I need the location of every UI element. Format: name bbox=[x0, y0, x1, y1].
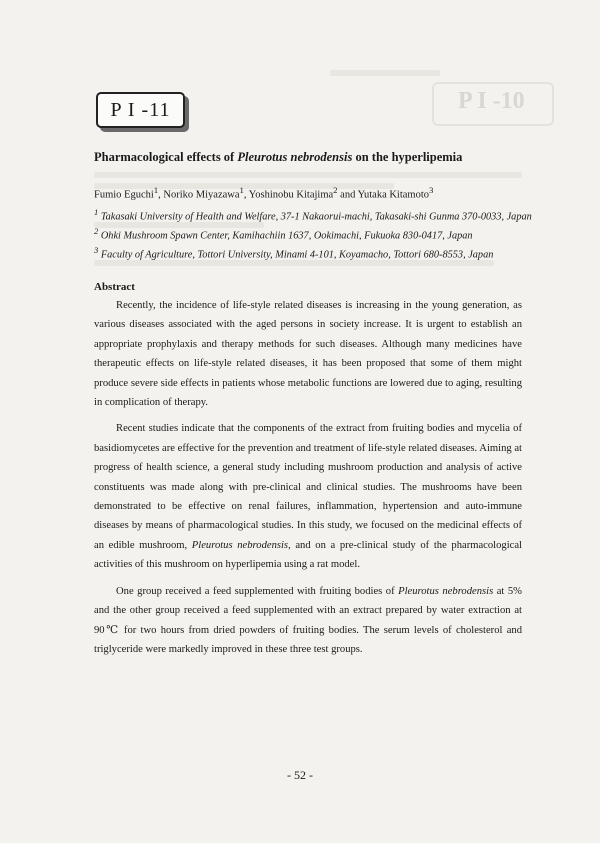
affiliation-number: 3 bbox=[94, 245, 99, 255]
bleed-through-line bbox=[94, 260, 494, 266]
author: and Yutaka Kitamoto bbox=[337, 189, 430, 201]
paragraph-text: , and on a pre-clinical study of the pharmacological activities of this mushroom on hyperlipemia using a rat model. bbox=[94, 539, 523, 571]
title-text: Pharmacological effects of bbox=[94, 150, 238, 164]
affiliation-text: Takasaki University of Health and Welfare, 37-1 Nakaorui-machi, Takasaki-shi Gunma 370-0033, Japan bbox=[98, 211, 532, 223]
species-name: Pleurotus nebrodensis bbox=[398, 585, 494, 597]
bleed-through-line bbox=[94, 172, 522, 178]
affiliation-number: 1 bbox=[94, 207, 99, 217]
affiliation-3 bbox=[94, 245, 493, 260]
paper-code: P I -11 bbox=[96, 92, 185, 128]
author-affil-mark: 1 bbox=[153, 185, 159, 195]
author: Fumio Eguchi bbox=[94, 189, 154, 201]
species-name: Pleurotus nebrodensis bbox=[191, 539, 289, 551]
author: , Noriko Miyazawa bbox=[158, 189, 240, 201]
page-number: - 52 - bbox=[287, 768, 313, 782]
paper-code-badge bbox=[96, 92, 185, 128]
affiliation-2 bbox=[94, 226, 473, 241]
paper-title bbox=[94, 150, 462, 165]
bleed-through-line bbox=[330, 70, 440, 76]
bleed-through-badge: P I -10 bbox=[458, 88, 525, 114]
abstract-heading: Abstract bbox=[94, 281, 135, 293]
affiliation-number: 2 bbox=[94, 226, 99, 236]
affiliation-1 bbox=[94, 207, 532, 222]
paragraph-text: Recent studies indicate that the components of the extract from fruiting bodies and mycelia of basidiomycetes are effective for the prevention and treatment of life-style related diseases. Aiming at progress of health science, a general study including mushroom production and analysis of active constituents was made along with pre-clinical and clinical studies. The mushrooms have been demonstrated to be effective on renal failures, inflammation, hypertension and auto-immune diseases by means of pharmacological studies. In this study, we focused on the medicinal effects of an edible mushroom, bbox=[94, 423, 522, 551]
author: , Yoshinobu Kitajima bbox=[243, 189, 334, 201]
abstract-paragraph-1: Recently, the incidence of life-style related diseases is increasing in the young generation, as various diseases associated with the aged persons in society increase. It is urgent to establish an appropriate prophylaxis and therapy methods for such diseases. Although many medicines have therapeutic effects on life-style related diseases, it has been proposed that some of them might produce severe side effects in patients whose metabolic functions are lowered due to aging, resulting in complication of therapy. bbox=[94, 300, 522, 409]
abstract-paragraph-2 bbox=[94, 419, 522, 574]
paragraph-text: One group received a feed supplemented with fruiting bodies of bbox=[116, 585, 399, 597]
title-species: Pleurotus nebrodensis bbox=[237, 150, 353, 164]
paragraph-text: at 5% and the other group received a feed supplemented with an extract prepared by water extraction at 90℃ for two hours from dried powders of fruiting bodies. The serum levels of cholesterol and triglyceride were markedly improved in these three test groups. bbox=[94, 585, 522, 655]
author-affil-mark: 2 bbox=[333, 185, 338, 195]
title-text-end: on the hyperlipemia bbox=[352, 150, 463, 164]
author-affil-mark: 1 bbox=[239, 185, 244, 195]
abstract-paragraph-3 bbox=[94, 582, 522, 660]
affiliation-text: Ohki Mushroom Spawn Center, Kamihachiin 1637, Ookimachi, Fukuoka 830-0417, Japan bbox=[98, 230, 473, 242]
affiliation-text: Faculty of Agriculture, Tottori University, Minami 4-101, Koyamacho, Tottori 680-8553, Japan bbox=[98, 249, 494, 261]
author-list bbox=[94, 185, 433, 201]
author-affil-mark: 3 bbox=[429, 185, 434, 195]
abstract-body bbox=[94, 296, 522, 666]
